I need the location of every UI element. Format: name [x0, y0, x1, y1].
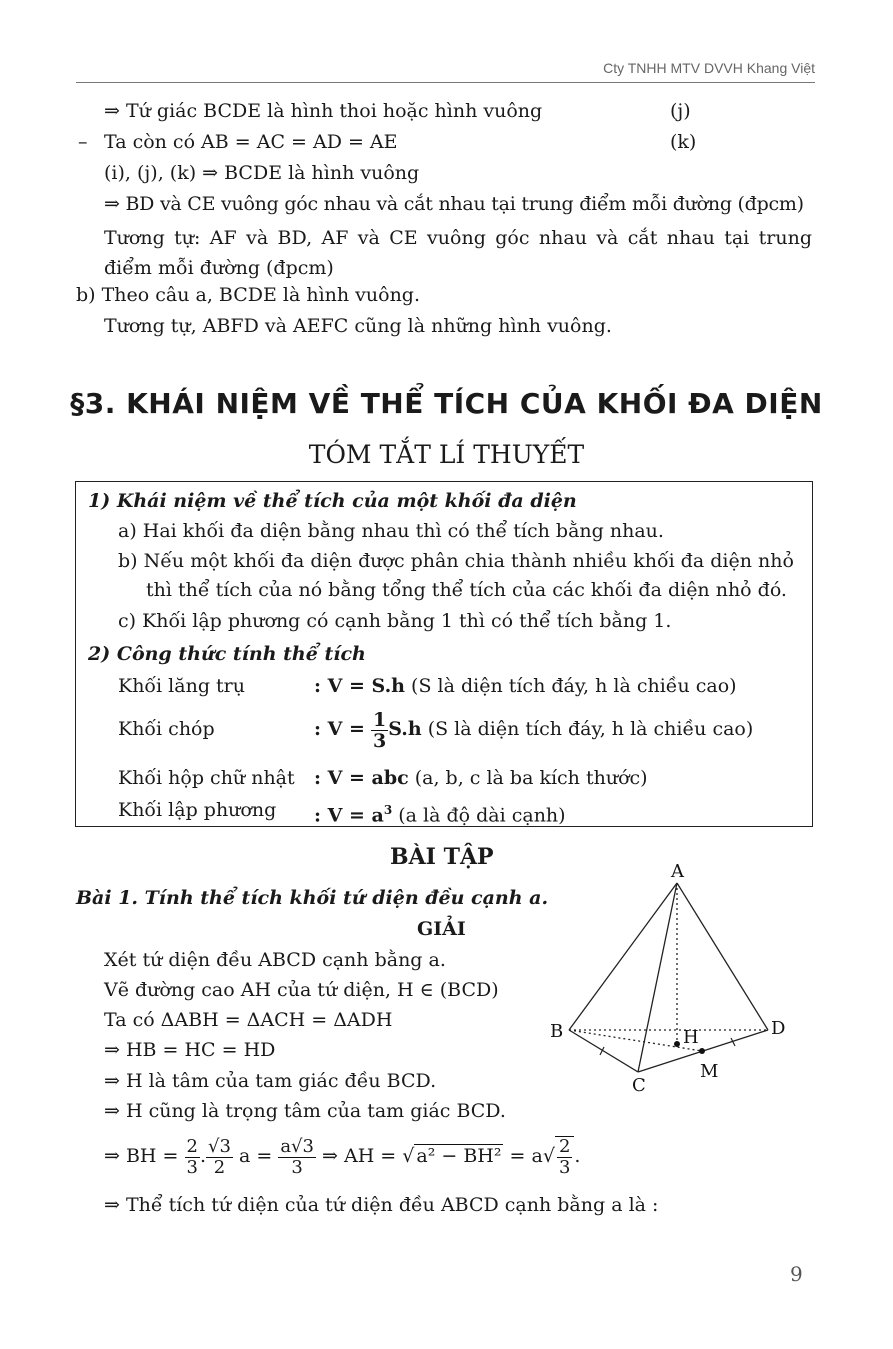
- page-number: 9: [790, 1262, 803, 1286]
- formula-note: (a, b, c là ba kích thước): [414, 767, 648, 789]
- solution-line: ⇒ H là tâm của tam giác đều BCD.: [104, 1070, 437, 1092]
- edge-CD: [638, 1030, 768, 1072]
- text-paragraph: Tương tự: AF và BD, AF và CE vuông góc nhau và cắt nhau tại trung điểm mỗi đường (đpcm): [104, 227, 812, 279]
- section-title: §3. KHÁI NIỆM VỀ THỂ TÍCH CỦA KHỐI ĐA DIỆN: [70, 387, 823, 420]
- point-H: [674, 1041, 680, 1047]
- edge-AB: [569, 883, 677, 1030]
- formula-note: (S là diện tích đáy, h là chiều cao): [411, 675, 737, 697]
- fraction-two-thirds: [185, 1137, 200, 1178]
- publisher-name: Cty TNHH MTV DVVH Khang Việt: [603, 60, 815, 76]
- fraction-numerator: a√3: [280, 1135, 314, 1157]
- radical-sign: √: [542, 1145, 555, 1167]
- formula-name: Khối chóp: [118, 718, 215, 740]
- formula-box: : V = abc: [314, 767, 409, 789]
- formula-exponent: 3: [383, 803, 393, 817]
- equation-part: = a: [509, 1145, 543, 1167]
- formula-prism: : V = S.h: [314, 675, 405, 697]
- solution-line: Vẽ đường cao AH của tứ diện, H ∈ (BCD): [104, 979, 499, 1001]
- solution-line: ⇒ H cũng là trọng tâm của tam giác BCD.: [104, 1100, 506, 1122]
- fraction-one-third: [371, 710, 388, 751]
- radicand: a² − BH²: [416, 1145, 502, 1167]
- section-subtitle: TÓM TẮT LÍ THUYẾT: [308, 440, 585, 469]
- edge-AC: [638, 883, 677, 1072]
- text-line: Tương tự, ABFD và AEFC cũng là những hình vuông.: [104, 315, 612, 337]
- solution-equation: [104, 1132, 580, 1180]
- edge-AD: [677, 883, 768, 1030]
- page-header: [76, 60, 815, 83]
- fraction-numerator: 1: [372, 708, 387, 731]
- exercises-heading: BÀI TẬP: [390, 844, 494, 870]
- fraction-denominator: 3: [558, 1157, 571, 1178]
- text-line: (i), (j), (k) ⇒ BCDE là hình vuông: [104, 162, 420, 184]
- formula-name: Khối hộp chữ nhật: [118, 767, 295, 789]
- solution-line: Ta có ΔABH = ΔACH = ΔADH: [104, 1009, 393, 1031]
- fraction-sqrt3-over-2: [206, 1137, 233, 1178]
- summary-heading-2: 2) Công thức tính thể tích: [88, 643, 366, 665]
- summary-item-b-cont: thì thể tích của nó bằng tổng thể tích của các khối đa diện nhỏ đó.: [146, 579, 787, 601]
- formula-pyramid-prefix: : V =: [314, 718, 365, 740]
- fraction-denominator: 3: [186, 1156, 198, 1178]
- fraction-denominator: 3: [372, 729, 387, 752]
- solution-line: Xét tứ diện đều ABCD cạnh bằng a.: [104, 949, 446, 971]
- label-H: H: [683, 1027, 699, 1048]
- label-M: M: [700, 1061, 719, 1082]
- label-C: C: [632, 1075, 646, 1096]
- fraction-numerator: 2: [558, 1136, 571, 1157]
- formula-note: (a là độ dài cạnh): [398, 804, 566, 827]
- problem-statement: Bài 1. Tính thể tích khối tứ diện đều cạnh a.: [76, 887, 549, 909]
- equation-part: a =: [238, 1145, 273, 1167]
- text-line: b) Theo câu a, BCDE là hình vuông.: [76, 284, 421, 306]
- summary-heading-1: 1) Khái niệm về thể tích của một khối đa diện: [88, 490, 577, 512]
- equation-part: ⇒ BH =: [104, 1145, 179, 1167]
- formula-name: Khối lập phương: [118, 799, 277, 821]
- formula-pyramid: S.h: [388, 718, 422, 740]
- radical-sign: √: [402, 1145, 415, 1167]
- tick-mark: [600, 1047, 604, 1055]
- summary-item-a: a) Hai khối đa diện bằng nhau thì có thể tích bằng nhau.: [118, 520, 664, 542]
- label-D: D: [771, 1018, 786, 1039]
- equation-tag: (k): [670, 131, 697, 153]
- text-line: Ta còn có AB = AC = AD = AE: [104, 131, 398, 153]
- label-B: B: [550, 1021, 564, 1042]
- fraction-numerator: √3: [208, 1135, 231, 1157]
- bullet-dash: –: [78, 131, 88, 153]
- fraction-denominator: 3: [291, 1156, 303, 1178]
- equation-dot: .: [199, 1145, 206, 1167]
- fraction-two-thirds-root: [555, 1136, 574, 1178]
- summary-item-c: c) Khối lập phương có cạnh bằng 1 thì có thể tích bằng 1.: [118, 610, 672, 632]
- solution-line: ⇒ Thể tích tứ diện của tứ diện đều ABCD cạnh bằng a là :: [104, 1194, 659, 1216]
- edge-BC: [569, 1030, 638, 1072]
- median-BM: [569, 1030, 702, 1051]
- text-line: ⇒ BD và CE vuông góc nhau và cắt nhau tại trung điểm mỗi đường (đpcm): [104, 193, 804, 215]
- solution-label: GIẢI: [417, 918, 466, 940]
- formula-name: Khối lăng trụ: [118, 675, 245, 697]
- label-A: A: [671, 861, 684, 882]
- equation-end: .: [574, 1145, 581, 1167]
- summary-item-b: b) Nếu một khối đa diện được phân chia thành nhiều khối đa diện nhỏ: [118, 550, 794, 572]
- formula-note: (S là diện tích đáy, h là chiều cao): [427, 718, 754, 740]
- solution-line: ⇒ HB = HC = HD: [104, 1039, 276, 1061]
- point-M: [699, 1048, 705, 1054]
- fraction-numerator: 2: [186, 1135, 198, 1157]
- text-line: ⇒ Tứ giác BCDE là hình thoi hoặc hình vuông: [104, 100, 543, 122]
- fraction-denominator: 2: [213, 1156, 226, 1178]
- equation-part: ⇒ AH =: [322, 1145, 397, 1167]
- formula-cube: : V = a: [314, 804, 384, 827]
- tick-mark: [731, 1038, 735, 1046]
- fraction-a-sqrt3-over-3: [278, 1137, 316, 1178]
- equation-tag: (j): [670, 100, 691, 122]
